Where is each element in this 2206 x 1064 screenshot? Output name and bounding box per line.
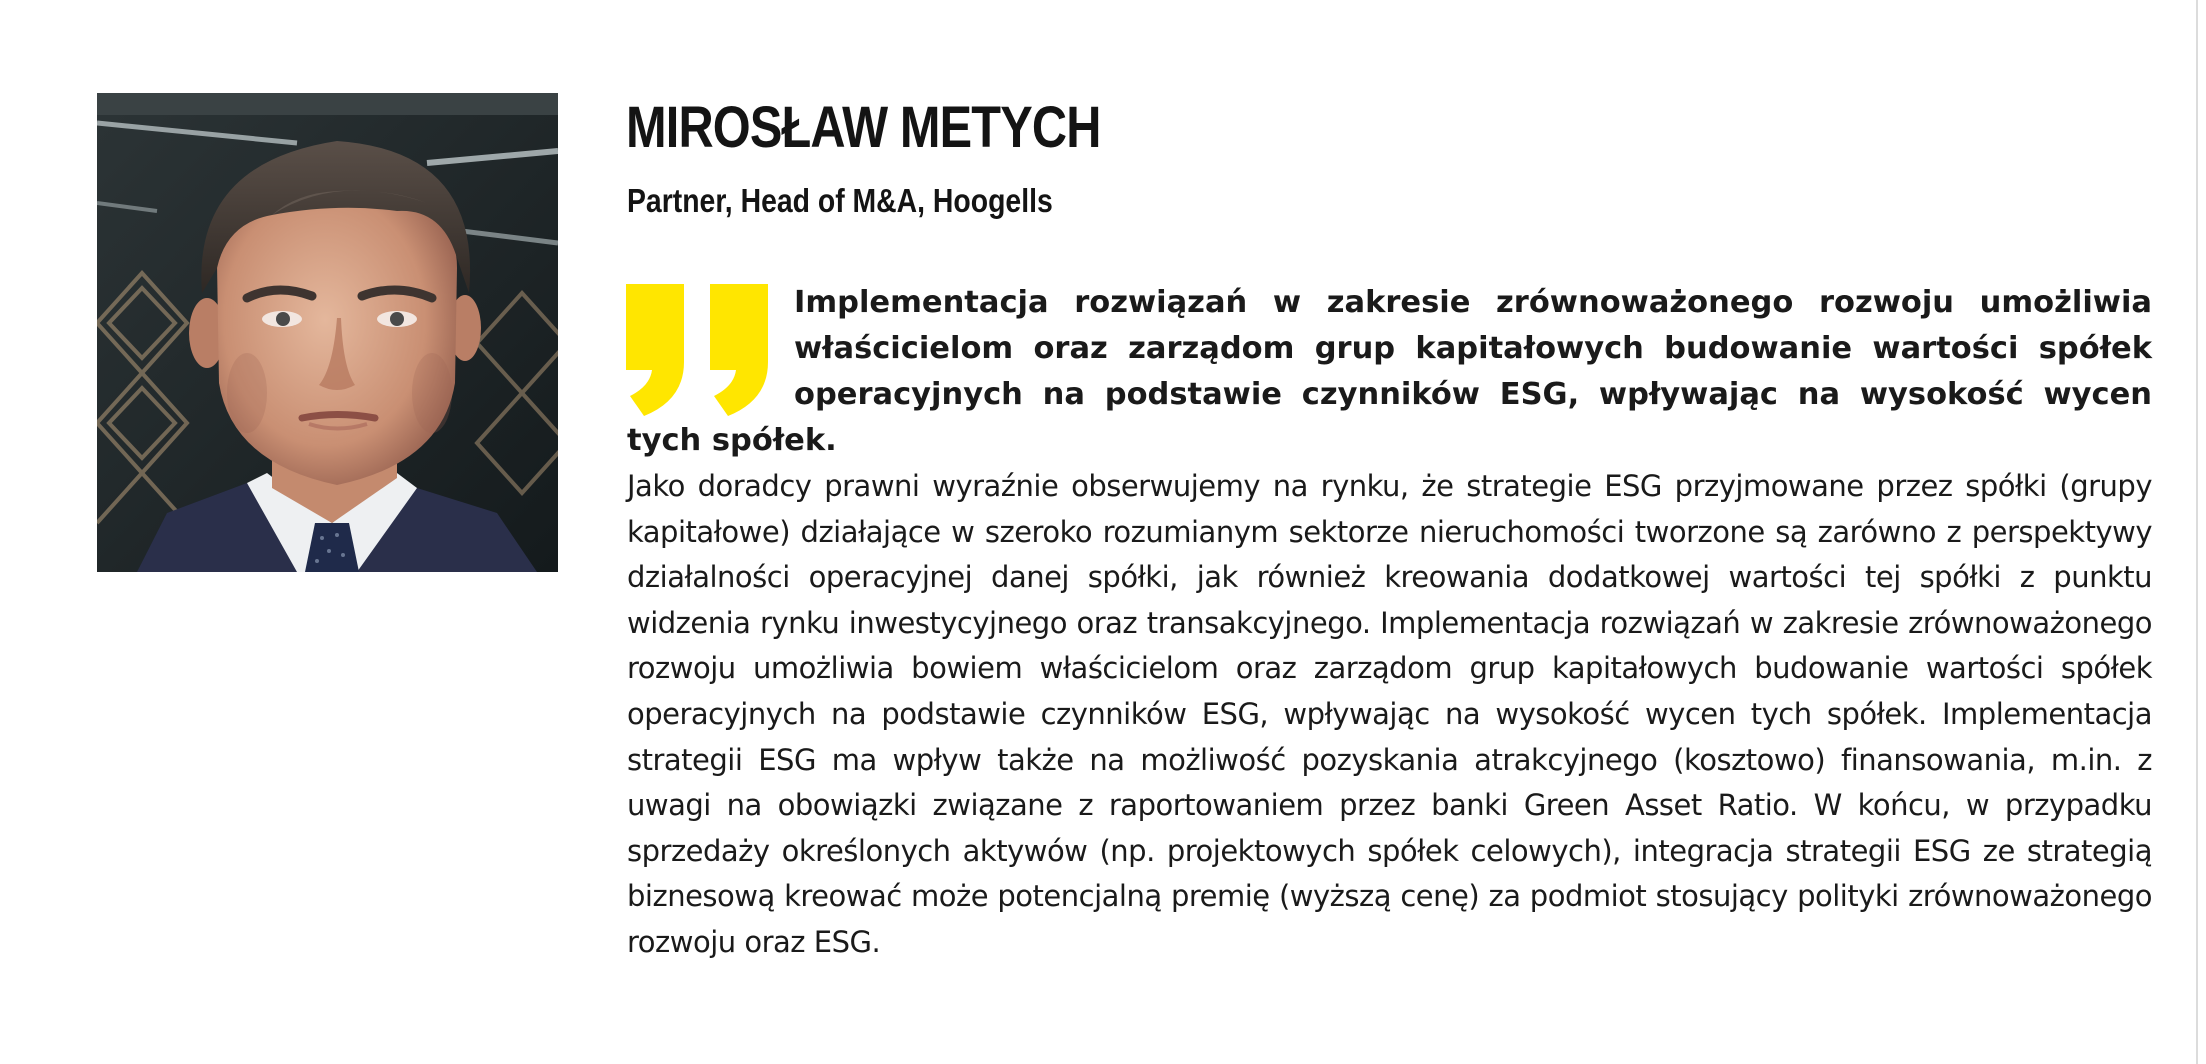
page-edge-rule bbox=[2196, 0, 2198, 1064]
person-name: MIROSŁAW METYCH bbox=[626, 95, 1101, 160]
pull-quote bbox=[627, 280, 2152, 464]
article-body: Jako doradcy prawni wyraźnie obserwujemy na rynku, że strategie ESG przyjmowane przez spółki (grupy kapitałowe) działające w szeroko rozumianym sektorze nieruchomości tworzone są zarówno z perspektywy działalności operacyjnej danej spółki, jak również kreowania dodatkowej wartości tej spółki z punktu widzenia rynku inwestycyjnego oraz transakcyjnego. Implementacja rozwiązań w zakresie zrównoważonego rozwoju umożliwia bowiem właścicielom oraz zarządom grup kapitałowych budowanie wartości spółek operacyjnych na podstawie czynników ESG, wpływając na wysokość wycen tych spółek. Implementacja strategii ESG ma wpływ także na możliwość pozyskania atrakcyjnego (kosztowo) finansowania, m.in. z uwagi na obowiązki związane z raportowaniem przez banki Green Asset Ratio. W końcu, w przypadku sprzedaży określonych aktywów (np. projektowych spółek celowych), integracja strategii ESG ze strategią biznesową kreować może potencjalną premię (wyższą cenę) za podmiot stosujący polityki zrównoważonego rozwoju oraz ESG. bbox=[627, 469, 2152, 959]
quote-spacer bbox=[627, 280, 794, 416]
portrait-illustration bbox=[97, 93, 558, 572]
person-role: Partner, Head of M&A, Hoogells bbox=[627, 182, 1053, 219]
pull-quote-text: Implementacja rozwiązań w zakresie zrównoważonego rozwoju umożliwia właścicielom oraz zarządom grup kapitałowych budowanie wartości spółek operacyjnych na podstawie czynników ESG, wpływając na wysokość wycen tych spółek. bbox=[627, 285, 2152, 458]
portrait-photo bbox=[97, 93, 558, 572]
